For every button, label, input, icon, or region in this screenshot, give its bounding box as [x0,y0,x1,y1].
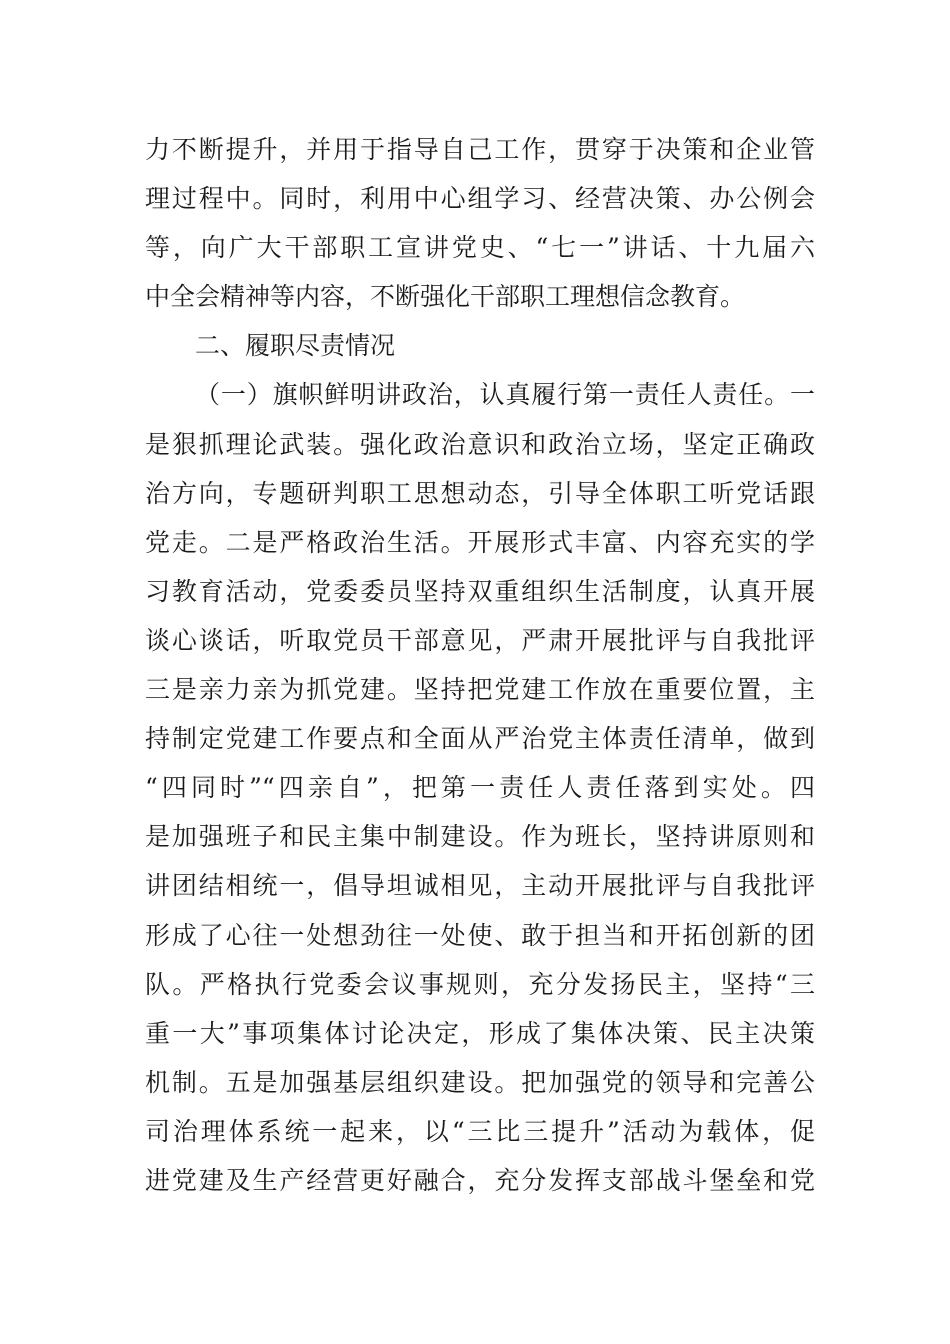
text-line: 习教育活动，党委委员坚持双重组织生活制度，认真开展 [145,576,815,606]
text-line: 三是亲力亲为抓党建。坚持把党建工作放在重要位置，主 [145,675,815,705]
document-body [145,125,815,1205]
text-line: 二、履职尽责情况 [195,331,396,361]
text-line: 队。严格执行党委会议事规则，充分发扬民主，坚持“三 [145,969,815,999]
text-line: 力不断提升，并用于指导自己工作，贯穿于决策和企业管 [145,135,815,164]
text-line: 中全会精神等内容，不断强化干部职工理想信念教育。 [145,282,746,312]
text-line: 治方向，专题研判职工思想动态，引导全体职工听党话跟 [145,478,815,508]
text-line: 持制定党建工作要点和全面从严治党主体责任清单，做到 [145,724,815,754]
text-line: 进党建及生产经营更好融合，充分发挥支部战斗堡垒和党 [145,1165,815,1195]
text-line: 是狠抓理论武装。强化政治意识和政治立场，坚定正确政 [145,429,815,459]
text-line: （一）旗帜鲜明讲政治，认真履行第一责任人责任。一 [195,380,815,410]
text-line: “四同时”“四亲自”，把第一责任人责任落到实处。四 [145,773,815,803]
text-line: 等，向广大干部职工宣讲党史、“七一”讲话、十九届六 [145,233,815,263]
text-line: 是加强班子和民主集中制建设。作为班长，坚持讲原则和 [145,822,815,852]
text-line: 谈心谈话，听取党员干部意见，严肃开展批评与自我批评 [145,625,815,655]
text-line: 形成了心往一处想劲往一处使、敢于担当和开拓创新的团 [145,920,815,950]
text-line: 机制。五是加强基层组织建设。把加强党的领导和完善公 [145,1067,815,1097]
text-line: 理过程中。同时，利用中心组学习、经营决策、办公例会 [145,184,815,214]
text-line: 党走。二是严格政治生活。开展形式丰富、内容充实的学 [145,527,815,557]
text-line: 重一大”事项集体讨论决定，形成了集体决策、民主决策 [145,1018,815,1048]
text-line: 司治理体系统一起来，以“三比三提升”活动为载体，促 [145,1116,815,1146]
text-line: 讲团结相统一，倡导坦诚相见，主动开展批评与自我批评 [145,871,815,901]
